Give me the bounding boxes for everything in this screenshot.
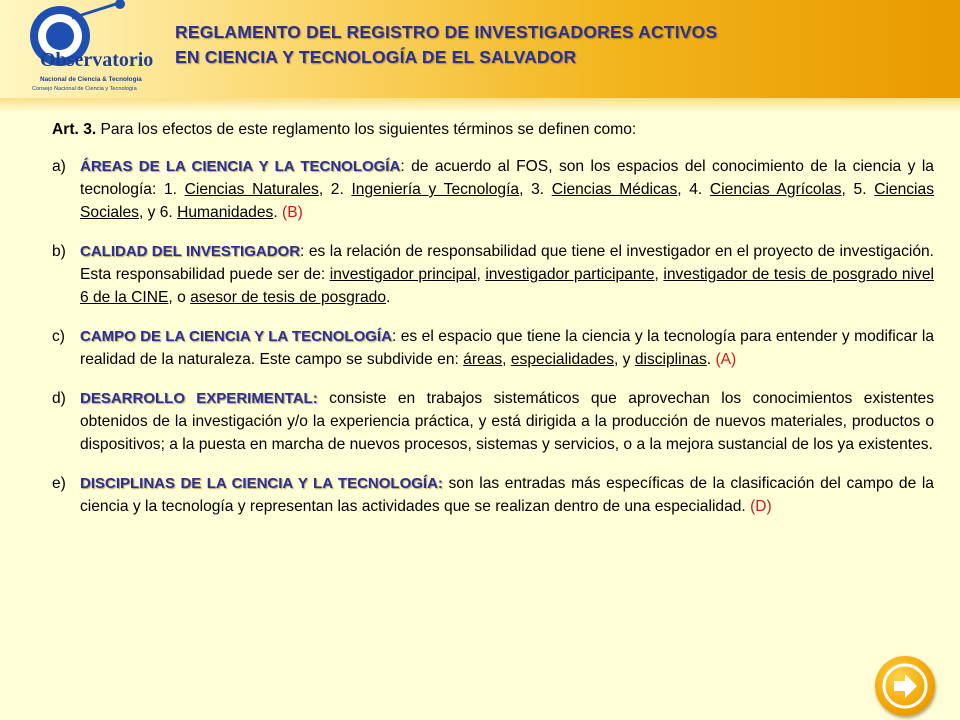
definition-text: , y: [614, 351, 635, 368]
title-line-2: EN CIENCIA Y TECNOLOGÍA DE EL SALVADOR: [175, 47, 577, 67]
item-marker: c): [52, 328, 65, 345]
underlined-term: disciplinas: [634, 351, 707, 368]
definition-c: [52, 325, 934, 371]
definition-text: consiste en trabajos sistemáticos que aprovechan los conocimientos existentes obtenidos de la investigación y/o la experiencia práctica, y está dirigida a la producción de nuevos materiales, productos o dispositivos; a la puesta en marcha de nuevos procesos, sistemas y servicios, o a la mejora sustancial de los ya existentes.: [80, 390, 935, 453]
underlined-term: investigador de tesis de posgrado nivel 6 de la CINE: [80, 266, 934, 306]
definition-text: , 4.: [677, 181, 710, 198]
definition-text: : de acuerdo al FOS, son los espacios del conocimiento de la ciencia y la tecnología: 1.: [80, 158, 934, 198]
reference-label: (B): [282, 204, 303, 221]
article-body: [52, 118, 934, 534]
underlined-term: Ciencias Médicas: [551, 181, 678, 198]
definition-text: : es el espacio que tiene la ciencia y la tecnología para entender y modificar la realidad de la naturaleza. Este campo se subdivide en:: [80, 328, 934, 368]
definition-b: [52, 240, 934, 309]
underlined-term: asesor de tesis de posgrado: [190, 289, 387, 306]
observatorio-logo: [20, 0, 170, 96]
term-heading: CAMPO DE LA CIENCIA Y LA TECNOLOGÍA: [80, 328, 392, 345]
underlined-term: Humanidades: [177, 204, 274, 221]
definition-text: ,: [502, 351, 511, 368]
definition-e: [52, 472, 934, 518]
definition-text: , y 6.: [138, 204, 178, 221]
reference-label: (A): [715, 351, 737, 368]
definition-text: , 3.: [519, 181, 552, 198]
definition-text: , 2.: [318, 181, 352, 198]
definition-text: ,: [476, 266, 486, 283]
svg-text:Consejo Nacional de Ciencia y: Consejo Nacional de Ciencia y Tecnología: [32, 86, 137, 92]
definition-text: , o: [168, 289, 191, 306]
item-marker: d): [52, 390, 66, 407]
svg-text:Nacional de Ciencia & Tecnolog: Nacional de Ciencia & Tecnología: [40, 76, 142, 83]
underlined-term: Ciencias Sociales: [80, 181, 934, 221]
underlined-term: especialidades: [510, 351, 615, 368]
term-heading: DISCIPLINAS DE LA CIENCIA Y LA TECNOLOGÍA:: [80, 475, 443, 492]
item-marker: b): [52, 243, 66, 260]
underlined-term: áreas: [463, 351, 503, 368]
term-heading: DESARROLLO EXPERIMENTAL:: [80, 390, 318, 407]
underlined-term: Ciencias Naturales: [184, 181, 319, 198]
underlined-term: investigador principal: [329, 266, 477, 283]
article-label: Art. 3.: [52, 121, 97, 138]
definition-text: ,: [654, 266, 664, 283]
definition-a: [52, 155, 934, 224]
definition-text: : es la relación de responsabilidad que tiene el investigador en el proyecto de investigación. Esta responsabilidad puede ser de:: [80, 243, 935, 283]
definition-text: son las entradas más específicas de la clasificación del campo de la ciencia y la tecnología y representan las actividades que se realizan dentro de una especialidad.: [80, 475, 934, 515]
term-heading: CALIDAD DEL INVESTIGADOR: [80, 243, 301, 260]
underlined-term: Ciencias Agrícolas: [709, 181, 842, 198]
underlined-term: Ingeniería y Tecnología: [351, 181, 520, 198]
header-fade: [0, 98, 960, 112]
item-marker: e): [52, 475, 66, 492]
definition-text: .: [386, 289, 391, 306]
term-heading: ÁREAS DE LA CIENCIA Y LA TECNOLOGÍA: [80, 158, 401, 175]
next-slide-button[interactable]: [875, 656, 935, 716]
slide-title: [175, 20, 915, 70]
definition-text: , 5.: [841, 181, 875, 198]
definition-d: [52, 387, 934, 456]
article-intro-text: Para los efectos de este reglamento los siguientes términos se definen como:: [96, 121, 637, 138]
definition-text: .: [273, 204, 282, 221]
arrow-right-icon: [875, 656, 935, 716]
reference-label: (D): [750, 498, 772, 515]
underlined-term: investigador participante: [485, 266, 655, 283]
item-marker: a): [52, 158, 66, 175]
article-intro: [52, 118, 934, 141]
title-line-1: REGLAMENTO DEL REGISTRO DE INVESTIGADORES ACTIVOS: [175, 22, 718, 42]
svg-text:Observatorio: Observatorio: [40, 49, 154, 71]
definition-text: .: [706, 351, 716, 368]
